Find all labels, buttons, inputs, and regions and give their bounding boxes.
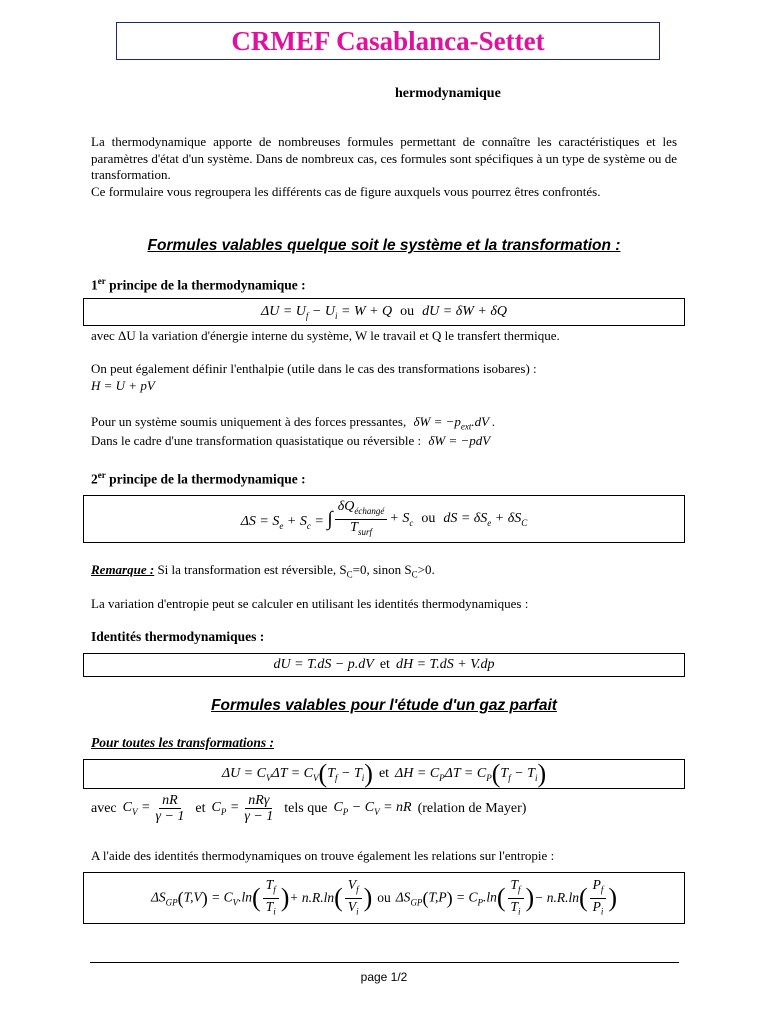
intro-paragraph-2: Ce formulaire vous regroupera les différents cas de figure auxquels vous pourrez êtres confrontés.: [91, 184, 601, 199]
footer-divider: [90, 962, 679, 963]
first-principle-explanation: avec ΔU la variation d'énergie interne du système, W le travail et Q le transfert thermique.: [91, 328, 560, 343]
formula-box-identities: dU = T.dS − p.dV et dH = T.dS + V.dp: [83, 653, 685, 677]
enthalpy-text: On peut également définir l'enthalpie (utile dans le cas des transformations isobares) : H = U + pV: [91, 361, 537, 393]
page-title: CRMEF Casablanca-Settet: [231, 26, 545, 56]
subtitle: hermodynamique: [395, 86, 501, 101]
principle-1-label: 1er principe de la thermodynamique :: [91, 276, 306, 293]
all-transformations-label: Pour toutes les transformations :: [91, 735, 275, 750]
intro-paragraph-1: La thermodynamique apporte de nombreuses formules permettant de connaître les caractéristiques et les paramètres d'état d'un système. Dans de nombreux cas, ces formules sont spécifiques à un type de système ou de transformation.: [91, 134, 677, 182]
section-1-title: Formules valables quelque soit le système et la transformation :: [147, 237, 621, 254]
title-box: [116, 22, 660, 60]
page-number: page 1/2: [360, 970, 408, 984]
entropy-relations-intro: A l'aide des identités thermodynamiques on trouve également les relations sur l'entropie :: [91, 848, 555, 863]
principle-2-label: 2er principe de la thermodynamique :: [91, 470, 306, 487]
section-2-title: Formules valables pour l'étude d'un gaz parfait: [211, 697, 557, 714]
identities-label: Identités thermodynamiques :: [91, 629, 265, 644]
formula-box-first-principle: $\Delta U = U_f - U_i = W + Q$ ou dU = δW + δQ: [83, 298, 685, 326]
remark: Remarque : Si la transformation est réversible, $S_C=0$, sinon $S_C>0$.: [91, 562, 435, 580]
formula-box-entropy-gp: $\Delta S_{GP}(T,V) = C_V.\ln$ ( $\frac{T_f}{T_i}$ ) + n.R.ln ( $\frac{V_f}{V_i}$ ) ou $\Delta S_{GP}(T,P) = C_P.\ln$ ( $\frac{T_f}{T_i}$ ) − n.R.ln ( $\frac{P_f}{P_i}$ ): [83, 872, 685, 924]
heat-capacity-relations: avec $C_V$ = $\frac{nR}{\gamma - 1}$ et $C_P$ = $\frac{\text{nRγ}}{\gamma - 1}$ tels que $C_P - C_V$ = nR (relation de Mayer): [91, 793, 527, 824]
formula-box-energy-enthalpy: $\Delta U = C_V\Delta T = C_V(T_f - T_i)$ et $\Delta H = C_P\Delta T = C_P(T_f - T_i)$: [83, 759, 685, 789]
quasistatic-text: Dans le cadre d'une transformation quasistatique ou réversible : δW = −pdV: [91, 433, 491, 448]
entropy-calc-text: La variation d'entropie peut se calculer en utilisant les identités thermodynamiques :: [91, 596, 529, 611]
pressure-text: Pour un système soumis uniquement à des forces pressantes, $\delta W = -p_{ext}.dV$ .: [91, 414, 496, 432]
formula-box-second-principle: $\Delta S = S_e + S_c$ = ∫ $\frac{\delta Q_{échangé}}{T_{surf}}$ + $S_c$ ou dS = $\delta S_e + \delta S_C$: [83, 495, 685, 543]
